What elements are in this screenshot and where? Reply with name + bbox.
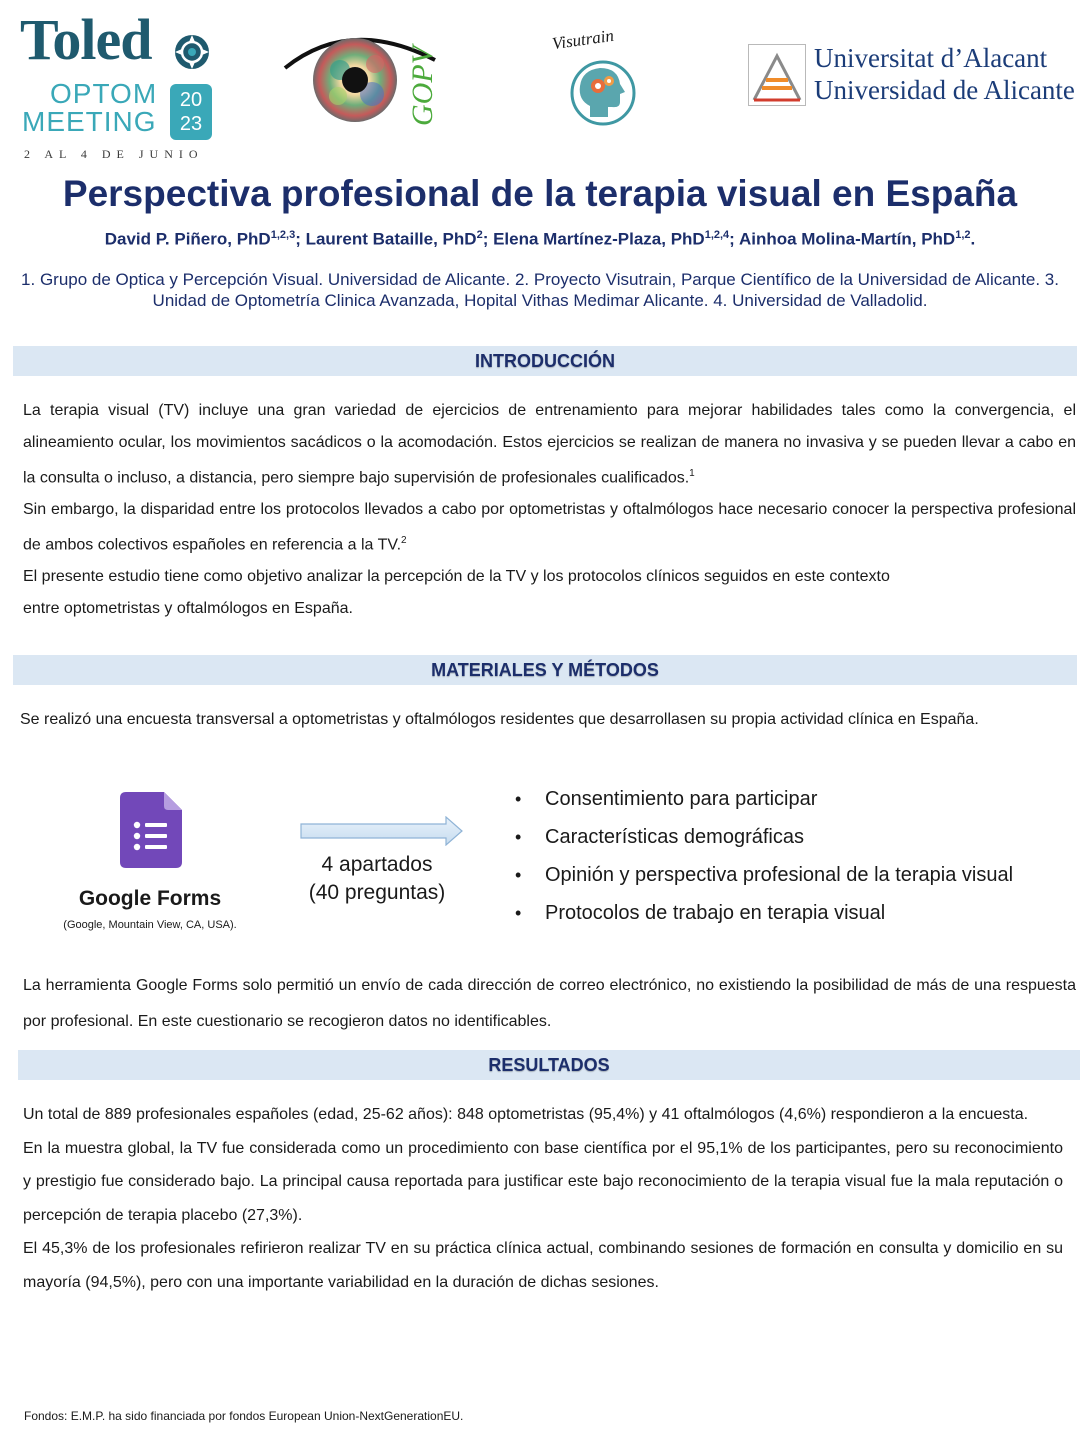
intro-p1-text: La terapia visual (TV) incluye una gran variedad de ejercicios de entrenamiento para mejorar habilidades tales como la convergencia, el alineamiento ocular, los movimientos sacádicos o la acomodación. Estos ejercicios se realizan de manera no invasiva y se pueden llevar a cabo en la consulta o incluso, a distancia, pero siempre bajo supervisión de profesionales cualificados. (23, 402, 1076, 487)
section-header-introduccion: INTRODUCCIÓN (13, 346, 1077, 376)
ua-line-2: Universidad de Alicante (814, 75, 1075, 105)
list-item: • Consentimiento para participar (515, 787, 1060, 825)
apartados-list (515, 787, 1060, 939)
affiliations: 1. Grupo de Optica y Percepción Visual. Universidad de Alicante. 2. Proyecto Visutrain, Parque Científico de la Universidad de Alicante. 3. Unidad de Optometría Clinica Avanzada, Hopital Vithas Medimar Alicante. 4. Universidad de Valladolid. (21, 270, 1059, 310)
toledo-logo-meeting: MEETING (22, 106, 157, 137)
list-item: • Opinión y perspectiva profesional de la terapia visual (515, 863, 1060, 901)
intro-paragraph-1 (23, 395, 1076, 494)
authors-line: David P. Piñero, PhD$^{1,2,3}$; Laurent Bataille, PhD$^2$; Elena Martínez-Plaza, PhD$^{1,2,4}$; Ainhoa Molina-Martín, PhD$^{1,2}$. (104, 229, 976, 249)
toledo-logo-word: Toled (20, 7, 152, 72)
preguntas-count: (40 preguntas) (308, 881, 446, 904)
year-bottom: 23 (179, 113, 203, 135)
toledo-year-badge (170, 84, 212, 140)
poster-title: Perspectiva profesional de la terapia visual en España (62, 173, 1018, 214)
google-forms-label: Google Forms (78, 887, 222, 910)
ua-line-1: Universitat d’Alacant (814, 43, 1048, 73)
resultados-paragraph-2: En la muestra global, la TV fue considerada como un procedimiento con base científica por el 95,1% de los participantes, pero su reconocimiento y prestigio fue considerado bajo. La principal causa reportada para justificar este bajo reconocimiento de la terapia visual fue la mala reputación o percepción de terapia placebo (27,3%). (23, 1139, 1063, 1224)
toledo-optom-meeting-logo (20, 7, 220, 161)
intro-ref-1: 1 (689, 468, 695, 479)
apartados-count: 4 apartados (321, 853, 433, 876)
gopv-eye-logo (280, 24, 470, 134)
google-forms-source: (Google, Mountain View, CA, USA). (63, 919, 237, 931)
ua-name (814, 42, 1075, 106)
section-header-resultados: RESULTADOS (18, 1050, 1080, 1080)
visutrain-logo (548, 25, 658, 130)
gopv-text: GOPV (406, 46, 439, 126)
intro-p2-text: Sin embargo, la disparidad entre los protocolos llevados a cabo por optometristas y oftalmólogos hace necesario conocer la perspectiva profesional de ambos colectivos españoles en referencia a la TV. (23, 500, 1076, 554)
resultados-body (23, 1098, 1063, 1300)
section-header-metodos: MATERIALES Y MÉTODOS (13, 655, 1077, 685)
head-gears-icon (548, 30, 658, 130)
author-1-affil: 1,2,3 (270, 229, 296, 241)
apartados-summary (292, 851, 462, 907)
toledo-ornament-icon (172, 32, 212, 72)
visutrain-text: Visutrain (550, 25, 615, 54)
year-top: 20 (179, 89, 203, 111)
list-item: • Características demográficas (515, 825, 1060, 863)
intro-paragraph-3-line-1: El presente estudio tiene como objetivo analizar la percepción de la TV y los protocolos clínicos seguidos en este contexto (23, 568, 890, 586)
metodos-paragraph-1: Se realizó una encuesta transversal a optometristas y oftalmólogos residentes que desarrollasen su propia actividad clínica en España. (20, 711, 979, 728)
author-2-affil: 2 (476, 229, 483, 241)
toledo-logo-dates: 2 AL 4 DE JUNIO (24, 147, 204, 161)
list-item: • Protocolos de trabajo en terapia visual (515, 901, 1060, 939)
intro-ref-2: 2 (401, 535, 407, 547)
author-4: Ainhoa Molina-Martín, PhD (738, 229, 956, 249)
author-3-affil: 1,2,4 (704, 229, 730, 241)
google-forms-icon (120, 792, 182, 868)
resultados-paragraph-1: Un total de 889 profesionales españoles (edad, 25-62 años): 848 optometristas (95,4%) y 41 oftalmólogos (4,6%) respondieron a la encuesta. (23, 1106, 1029, 1123)
author-1: David P. Piñero, PhD (104, 229, 271, 249)
intro-paragraph-2 (23, 494, 1076, 561)
universidad-alicante-logo (748, 40, 1075, 110)
resultados-paragraph-3: El 45,3% de los profesionales refirieron realizar TV en su práctica clínica actual, combinando sesiones de formación en consulta y domicilio en su mayoría (94,5%), pero con una importante variabilidad en la duración de dichas sesiones. (23, 1240, 1063, 1291)
funding-note: Fondos: E.M.P. ha sido financiada por fondos European Union-NextGenerationEU. (24, 1409, 464, 1423)
author-2: Laurent Bataille, PhD (305, 229, 477, 249)
arrow-right-icon (300, 816, 464, 846)
author-3: Elena Martínez-Plaza, PhD (493, 229, 705, 249)
metodos-paragraph-2: La herramienta Google Forms solo permitió un envío de cada dirección de correo electrónico, no existiendo la posibilidad de más de una respuesta por profesional. En este cuestionario se recogieron datos no identificables. (23, 977, 1076, 1030)
ua-emblem-icon (748, 44, 806, 106)
introduccion-body (23, 395, 1076, 624)
toledo-logo-optom: OPTOM (50, 78, 158, 109)
author-4-affil: 1,2 (955, 229, 971, 241)
intro-paragraph-3-line-2: entre optometristas y oftalmólogos en España. (23, 599, 353, 617)
